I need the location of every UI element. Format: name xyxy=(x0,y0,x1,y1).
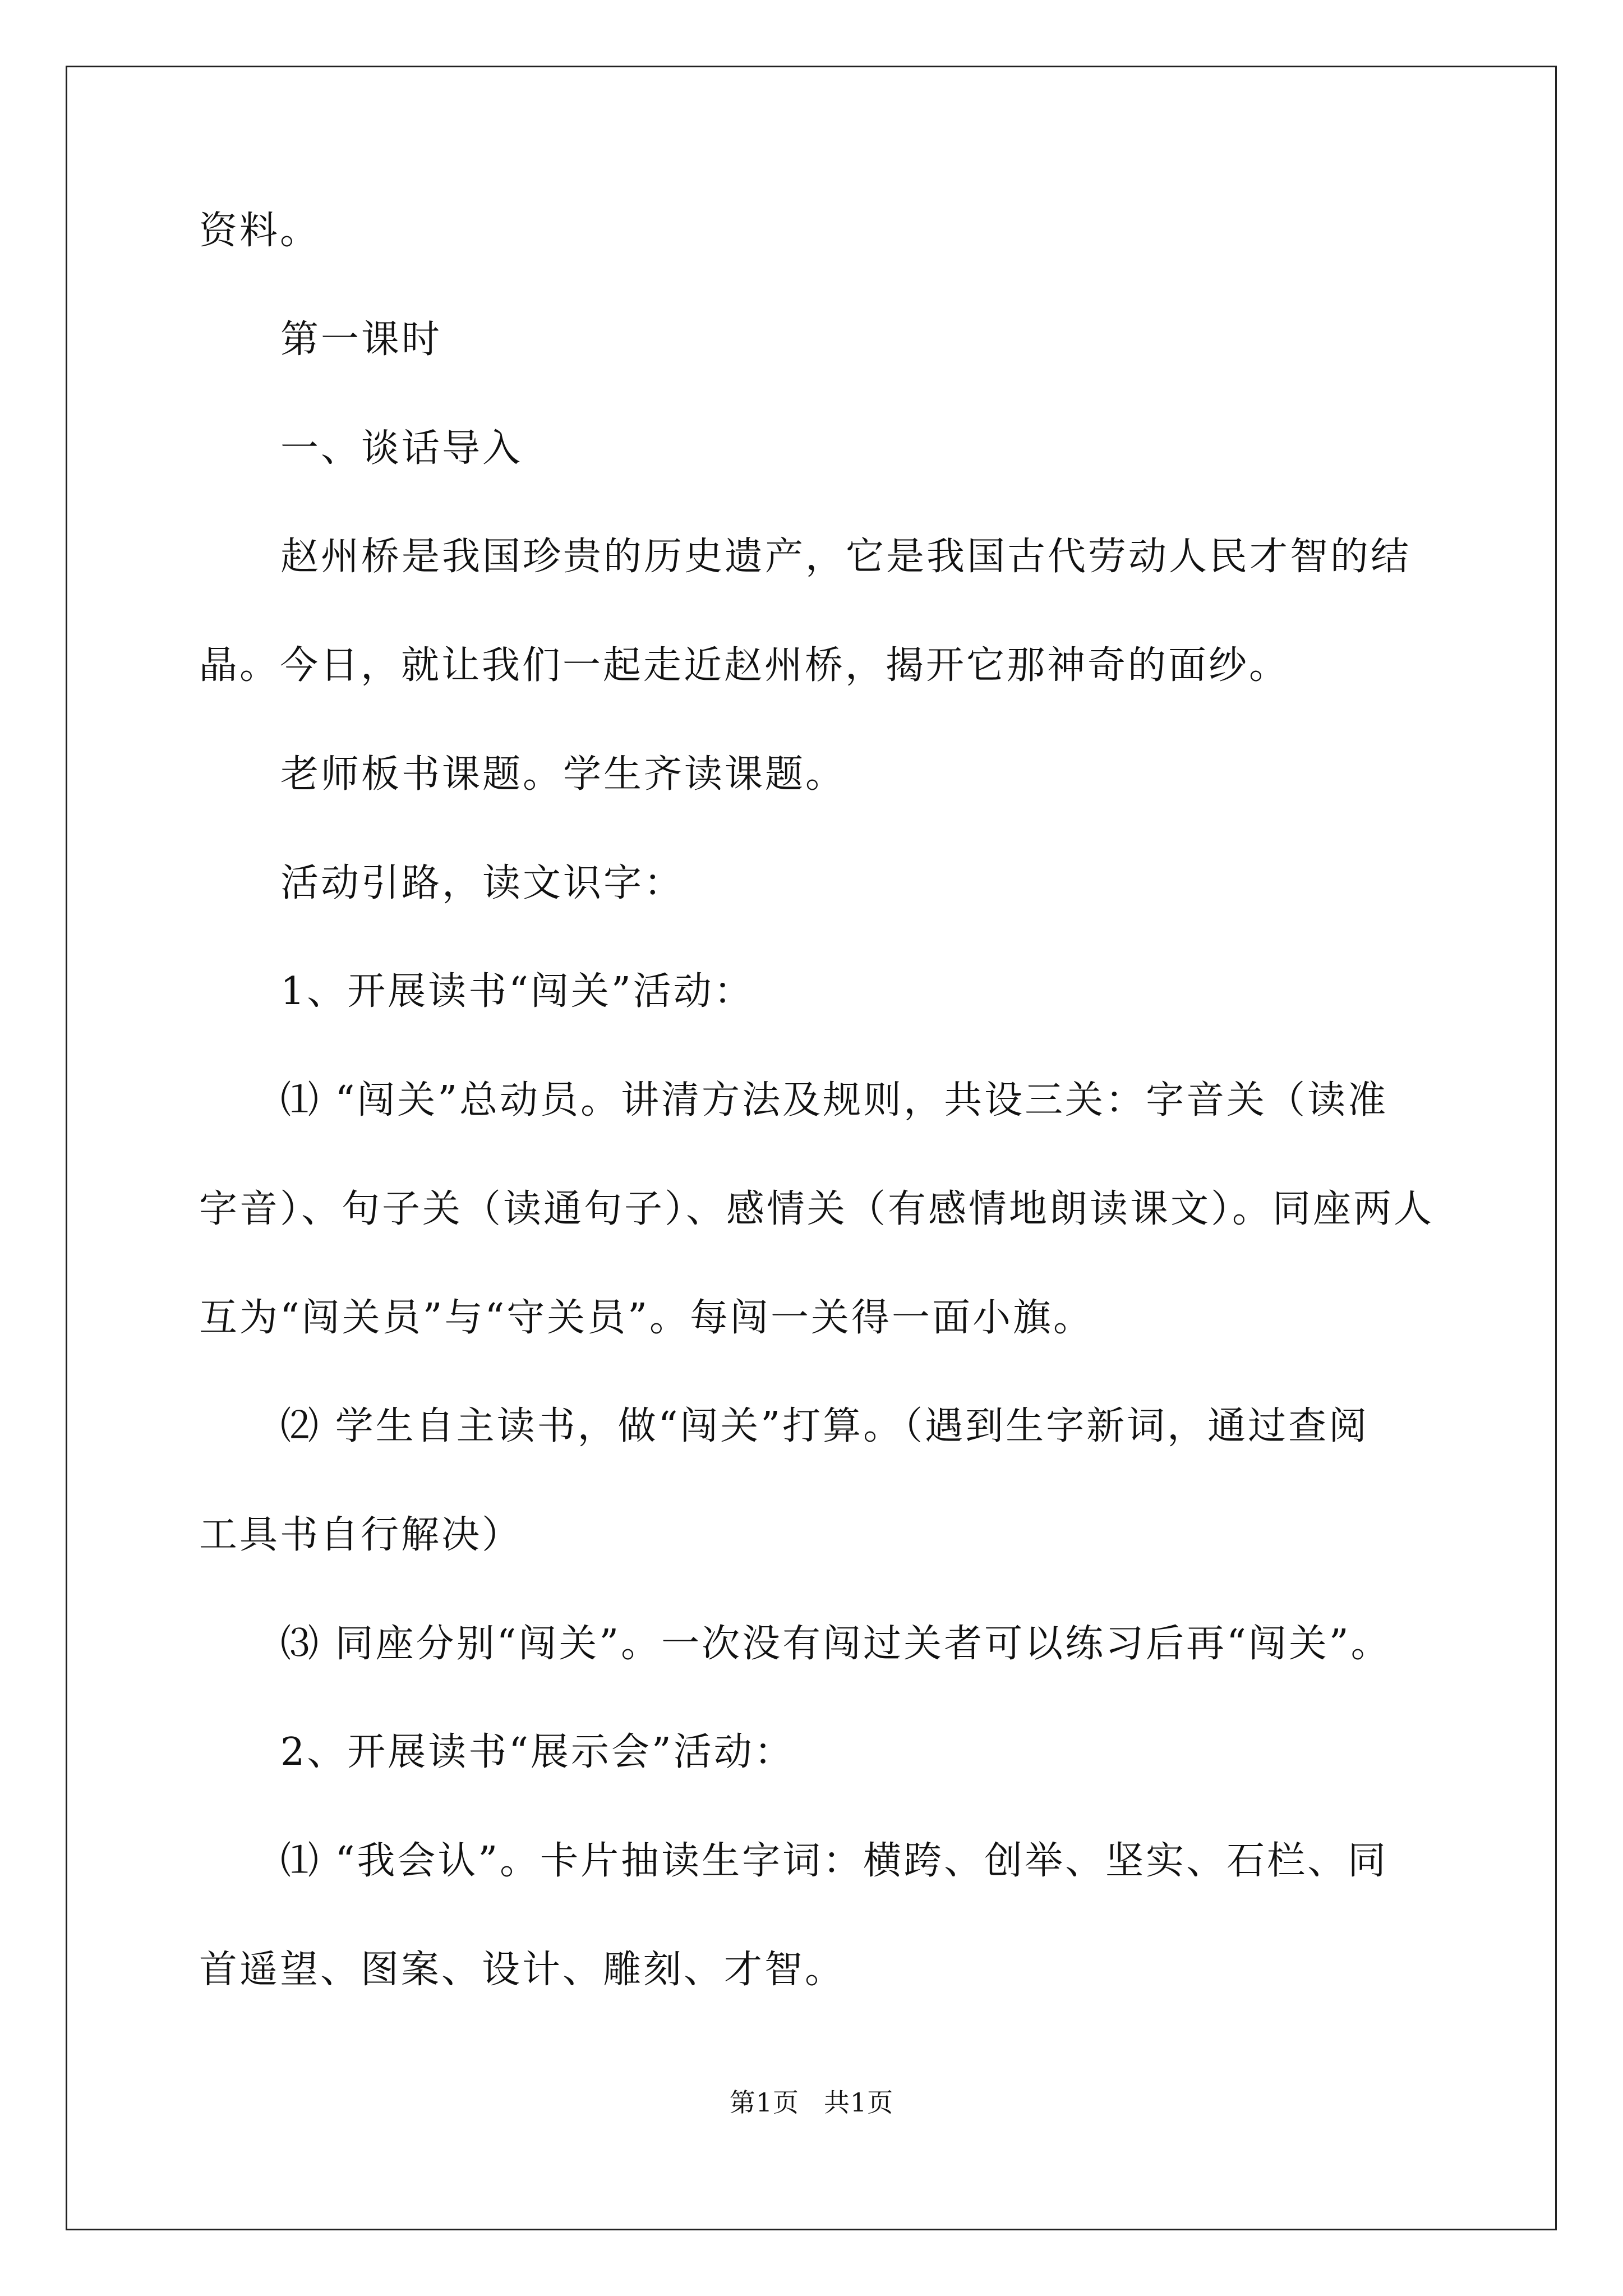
list-item: ⑴ “闯关”总动员。讲清方法及规则，共设三关：字音关（读准 xyxy=(280,1078,1389,1122)
paragraph-line: 互为“闯关员”与“守关员”。每闯一关得一面小旗。 xyxy=(199,1296,1094,1340)
list-heading: 1、开展读书“闯关”活动： xyxy=(280,969,754,1014)
paragraph-line: 字音）、句子关（读通句子）、感情关（有感情地朗读课文）。同座两人 xyxy=(199,1187,1435,1231)
paragraph-line: 活动引路，读文识字： xyxy=(280,861,685,905)
page-number: 第1页 xyxy=(729,2087,799,2118)
page-border xyxy=(66,66,1557,2230)
list-item: ⑴ “我会认”。卡片抽读生字词：横跨、创举、坚实、石栏、同 xyxy=(280,1839,1389,1883)
paragraph-line: 赵州桥是我国珍贵的历史遗产，它是我国古代劳动人民才智的结 xyxy=(280,535,1412,579)
section-heading: 一、谈话导入 xyxy=(280,426,523,471)
page-total: 共1页 xyxy=(824,2087,894,2118)
paragraph-line: 资料。 xyxy=(199,209,321,253)
list-item: ⑶ 同座分别“闯关”。一次没有闯过关者可以练习后再“闯关”。 xyxy=(280,1622,1391,1666)
paragraph-line: 工具书自行解决） xyxy=(199,1513,523,1557)
paragraph-line: 晶。今日，就让我们一起走近赵州桥，揭开它那神奇的面纱。 xyxy=(199,643,1290,688)
paragraph-line: 老师板书课题。学生齐读课题。 xyxy=(280,752,846,797)
section-heading: 第一课时 xyxy=(280,318,442,362)
list-item: ⑵ 学生自主读书，做“闯关”打算。（遇到生字新词，通过查阅 xyxy=(280,1404,1370,1448)
list-heading: 2、开展读书“展示会”活动： xyxy=(280,1730,795,1774)
page-footer xyxy=(0,2086,1623,2119)
paragraph-line: 首遥望、图案、设计、雕刻、才智。 xyxy=(199,1948,846,1992)
